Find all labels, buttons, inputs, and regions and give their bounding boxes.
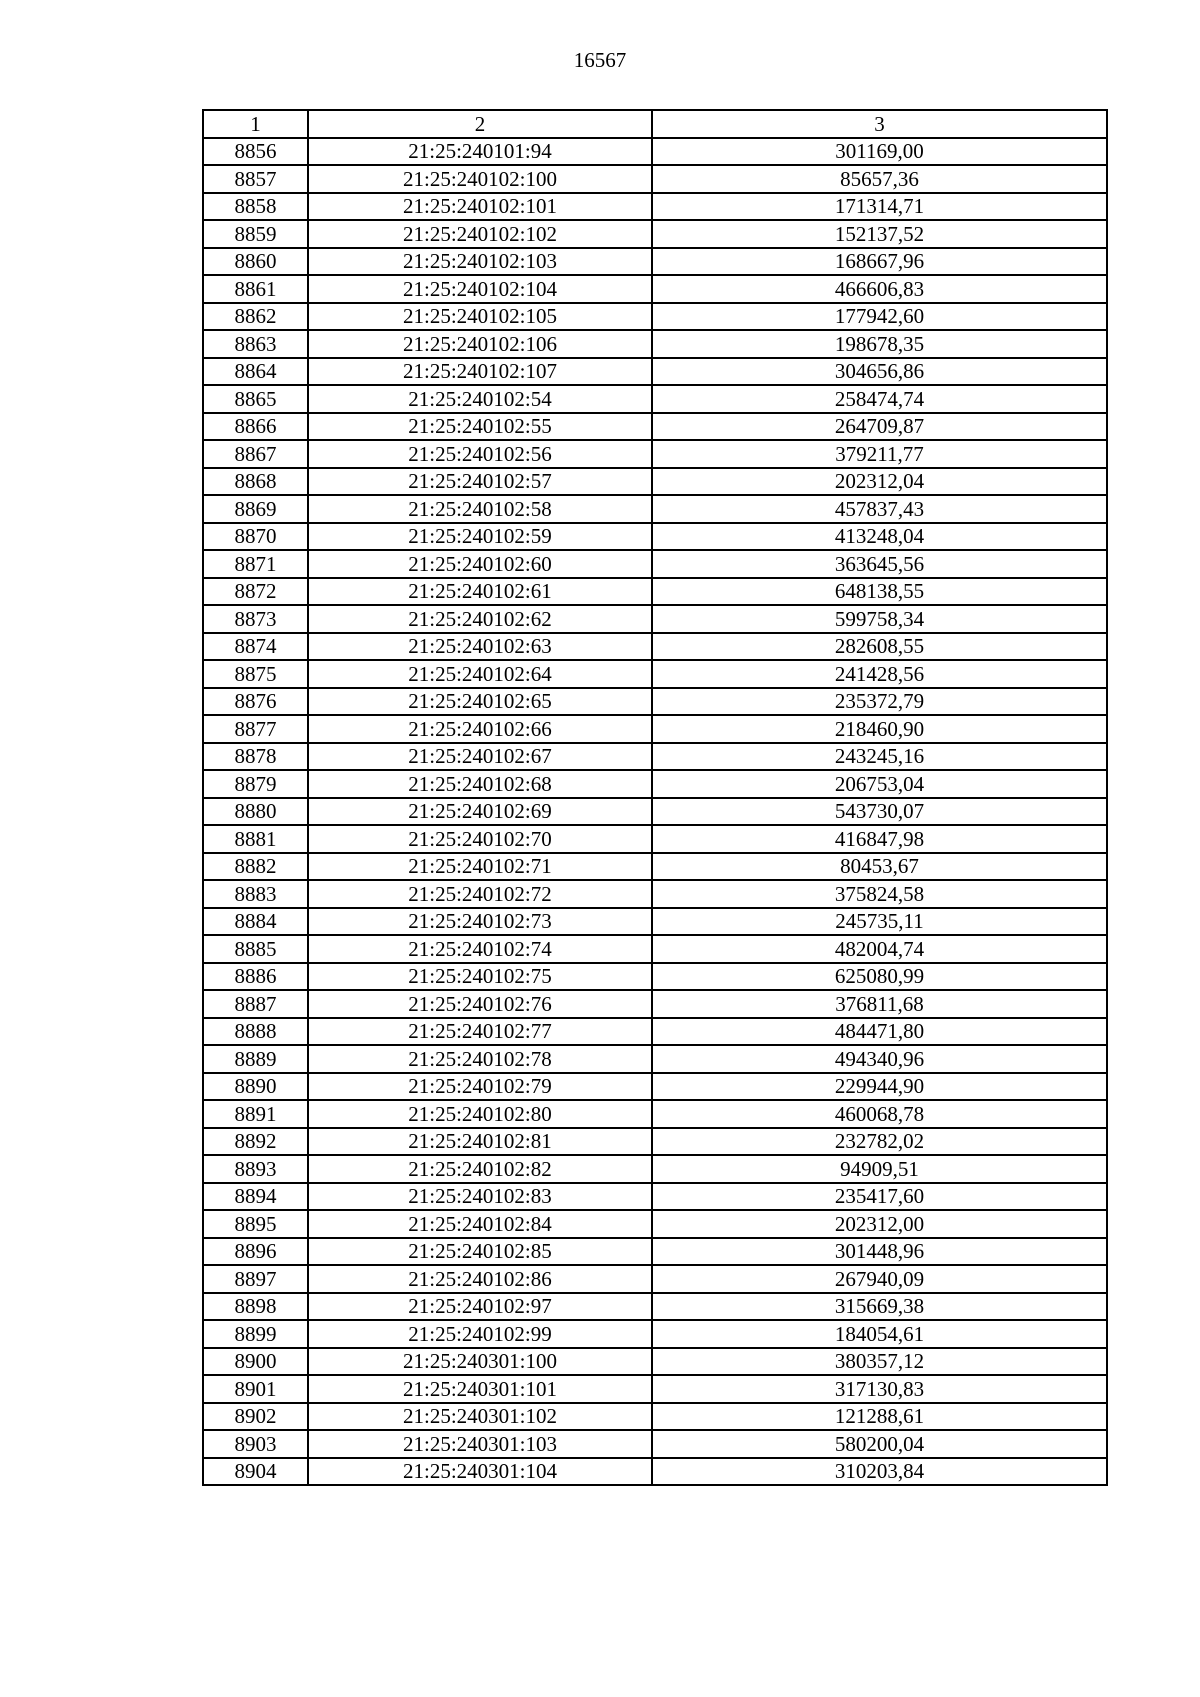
value-cell: 494340,96	[652, 1045, 1107, 1073]
row-number-cell: 8864	[203, 358, 308, 386]
table-row	[203, 358, 1107, 386]
row-number-cell: 8871	[203, 550, 308, 578]
row-number-cell: 8872	[203, 578, 308, 606]
cadastral-number-cell: 21:25:240301:101	[308, 1375, 652, 1403]
row-number-cell: 8860	[203, 248, 308, 276]
table-body	[203, 138, 1107, 1486]
table-row	[203, 963, 1107, 991]
value-cell: 625080,99	[652, 963, 1107, 991]
value-cell: 282608,55	[652, 633, 1107, 661]
row-number-cell: 8886	[203, 963, 308, 991]
table-row	[203, 605, 1107, 633]
table-row	[203, 798, 1107, 826]
table-row	[203, 1073, 1107, 1101]
row-number-cell: 8867	[203, 440, 308, 468]
value-cell: 177942,60	[652, 303, 1107, 331]
value-cell: 482004,74	[652, 935, 1107, 963]
table-row	[203, 1155, 1107, 1183]
table-row	[203, 165, 1107, 193]
table-row	[203, 440, 1107, 468]
value-cell: 171314,71	[652, 193, 1107, 221]
table-row	[203, 1128, 1107, 1156]
value-cell: 484471,80	[652, 1018, 1107, 1046]
value-cell: 599758,34	[652, 605, 1107, 633]
value-cell: 184054,61	[652, 1320, 1107, 1348]
value-cell: 466606,83	[652, 275, 1107, 303]
row-number-cell: 8890	[203, 1073, 308, 1101]
row-number-cell: 8882	[203, 853, 308, 881]
row-number-cell: 8885	[203, 935, 308, 963]
table-row	[203, 495, 1107, 523]
table-row	[203, 1293, 1107, 1321]
value-cell: 267940,09	[652, 1265, 1107, 1293]
row-number-cell: 8892	[203, 1128, 308, 1156]
value-cell: 152137,52	[652, 220, 1107, 248]
value-cell: 235372,79	[652, 688, 1107, 716]
table-row	[203, 1320, 1107, 1348]
cadastral-number-cell: 21:25:240102:104	[308, 275, 652, 303]
value-cell: 301448,96	[652, 1238, 1107, 1266]
row-number-cell: 8891	[203, 1100, 308, 1128]
cadastral-number-cell: 21:25:240102:101	[308, 193, 652, 221]
row-number-cell: 8876	[203, 688, 308, 716]
row-number-cell: 8903	[203, 1430, 308, 1458]
table-row	[203, 908, 1107, 936]
cadastral-number-cell: 21:25:240102:59	[308, 523, 652, 551]
row-number-cell: 8889	[203, 1045, 308, 1073]
cadastral-number-cell: 21:25:240101:94	[308, 138, 652, 166]
row-number-cell: 8861	[203, 275, 308, 303]
row-number-cell: 8859	[203, 220, 308, 248]
value-cell: 460068,78	[652, 1100, 1107, 1128]
value-cell: 580200,04	[652, 1430, 1107, 1458]
cadastral-number-cell: 21:25:240102:78	[308, 1045, 652, 1073]
cadastral-number-cell: 21:25:240102:62	[308, 605, 652, 633]
table-row	[203, 1265, 1107, 1293]
row-number-cell: 8865	[203, 385, 308, 413]
value-cell: 363645,56	[652, 550, 1107, 578]
value-cell: 168667,96	[652, 248, 1107, 276]
table-row	[203, 660, 1107, 688]
cadastral-number-cell: 21:25:240102:82	[308, 1155, 652, 1183]
table-row	[203, 523, 1107, 551]
value-cell: 648138,55	[652, 578, 1107, 606]
table-row	[203, 330, 1107, 358]
table-row	[203, 413, 1107, 441]
row-number-cell: 8896	[203, 1238, 308, 1266]
cadastral-number-cell: 21:25:240102:105	[308, 303, 652, 331]
cadastral-number-cell: 21:25:240301:103	[308, 1430, 652, 1458]
table-row	[203, 1458, 1107, 1486]
cadastral-number-cell: 21:25:240102:85	[308, 1238, 652, 1266]
row-number-cell: 8894	[203, 1183, 308, 1211]
value-cell: 301169,00	[652, 138, 1107, 166]
cadastral-number-cell: 21:25:240102:66	[308, 715, 652, 743]
value-cell: 376811,68	[652, 990, 1107, 1018]
table-row	[203, 770, 1107, 798]
cadastral-number-cell: 21:25:240102:74	[308, 935, 652, 963]
cadastral-number-cell: 21:25:240301:100	[308, 1348, 652, 1376]
row-number-cell: 8888	[203, 1018, 308, 1046]
row-number-cell: 8877	[203, 715, 308, 743]
value-cell: 218460,90	[652, 715, 1107, 743]
value-cell: 202312,00	[652, 1210, 1107, 1238]
row-number-cell: 8904	[203, 1458, 308, 1486]
table-row	[203, 1403, 1107, 1431]
row-number-cell: 8874	[203, 633, 308, 661]
cadastral-number-cell: 21:25:240102:54	[308, 385, 652, 413]
cadastral-number-cell: 21:25:240102:56	[308, 440, 652, 468]
cadastral-number-cell: 21:25:240102:75	[308, 963, 652, 991]
table-row	[203, 303, 1107, 331]
table-row	[203, 633, 1107, 661]
cadastral-number-cell: 21:25:240102:72	[308, 880, 652, 908]
value-cell: 198678,35	[652, 330, 1107, 358]
value-cell: 375824,58	[652, 880, 1107, 908]
row-number-cell: 8895	[203, 1210, 308, 1238]
table-row	[203, 468, 1107, 496]
row-number-cell: 8862	[203, 303, 308, 331]
table-row	[203, 275, 1107, 303]
cadastral-number-cell: 21:25:240102:107	[308, 358, 652, 386]
cadastral-number-cell: 21:25:240102:97	[308, 1293, 652, 1321]
table-row	[203, 688, 1107, 716]
value-cell: 241428,56	[652, 660, 1107, 688]
value-cell: 94909,51	[652, 1155, 1107, 1183]
cadastral-number-cell: 21:25:240102:103	[308, 248, 652, 276]
cadastral-number-cell: 21:25:240102:65	[308, 688, 652, 716]
column-header-2: 2	[308, 110, 652, 138]
value-cell: 202312,04	[652, 468, 1107, 496]
table-row	[203, 1430, 1107, 1458]
cadastral-number-cell: 21:25:240102:60	[308, 550, 652, 578]
cadastral-number-cell: 21:25:240102:55	[308, 413, 652, 441]
page-number: 16567	[573, 48, 627, 72]
value-cell: 416847,98	[652, 825, 1107, 853]
table-row	[203, 880, 1107, 908]
cadastral-number-cell: 21:25:240102:76	[308, 990, 652, 1018]
row-number-cell: 8870	[203, 523, 308, 551]
value-cell: 85657,36	[652, 165, 1107, 193]
cadastral-number-cell: 21:25:240102:106	[308, 330, 652, 358]
row-number-cell: 8893	[203, 1155, 308, 1183]
value-cell: 235417,60	[652, 1183, 1107, 1211]
table-row	[203, 825, 1107, 853]
cadastral-number-cell: 21:25:240102:61	[308, 578, 652, 606]
row-number-cell: 8879	[203, 770, 308, 798]
row-number-cell: 8858	[203, 193, 308, 221]
cadastral-number-cell: 21:25:240102:67	[308, 743, 652, 771]
cadastral-number-cell: 21:25:240301:104	[308, 1458, 652, 1486]
cadastral-number-cell: 21:25:240102:63	[308, 633, 652, 661]
cadastral-number-cell: 21:25:240102:71	[308, 853, 652, 881]
table-row	[203, 1238, 1107, 1266]
row-number-cell: 8883	[203, 880, 308, 908]
row-number-cell: 8900	[203, 1348, 308, 1376]
value-cell: 258474,74	[652, 385, 1107, 413]
value-cell: 243245,16	[652, 743, 1107, 771]
value-cell: 317130,83	[652, 1375, 1107, 1403]
row-number-cell: 8880	[203, 798, 308, 826]
value-cell: 457837,43	[652, 495, 1107, 523]
row-number-cell: 8899	[203, 1320, 308, 1348]
table-row	[203, 1210, 1107, 1238]
row-number-cell: 8868	[203, 468, 308, 496]
row-number-cell: 8887	[203, 990, 308, 1018]
row-number-cell: 8866	[203, 413, 308, 441]
row-number-cell: 8857	[203, 165, 308, 193]
cadastral-number-cell: 21:25:240102:57	[308, 468, 652, 496]
cadastral-number-cell: 21:25:240102:99	[308, 1320, 652, 1348]
value-cell: 543730,07	[652, 798, 1107, 826]
value-cell: 229944,90	[652, 1073, 1107, 1101]
row-number-cell: 8875	[203, 660, 308, 688]
cadastral-number-cell: 21:25:240102:79	[308, 1073, 652, 1101]
value-cell: 380357,12	[652, 1348, 1107, 1376]
table-row	[203, 743, 1107, 771]
value-cell: 245735,11	[652, 908, 1107, 936]
row-number-cell: 8897	[203, 1265, 308, 1293]
cadastral-number-cell: 21:25:240102:81	[308, 1128, 652, 1156]
row-number-cell: 8863	[203, 330, 308, 358]
row-number-cell: 8901	[203, 1375, 308, 1403]
row-number-cell: 8869	[203, 495, 308, 523]
cadastral-number-cell: 21:25:240102:80	[308, 1100, 652, 1128]
value-cell: 304656,86	[652, 358, 1107, 386]
header-row	[203, 110, 1107, 138]
cadastral-number-cell: 21:25:240102:69	[308, 798, 652, 826]
cadastral-number-cell: 21:25:240102:77	[308, 1018, 652, 1046]
value-cell: 379211,77	[652, 440, 1107, 468]
table-row	[203, 220, 1107, 248]
value-cell: 310203,84	[652, 1458, 1107, 1486]
cadastral-number-cell: 21:25:240102:73	[308, 908, 652, 936]
cadastral-number-cell: 21:25:240102:100	[308, 165, 652, 193]
table-row	[203, 1100, 1107, 1128]
value-cell: 315669,38	[652, 1293, 1107, 1321]
row-number-cell: 8884	[203, 908, 308, 936]
table-row	[203, 248, 1107, 276]
cadastral-number-cell: 21:25:240102:70	[308, 825, 652, 853]
table-header	[203, 110, 1107, 138]
table-row	[203, 853, 1107, 881]
row-number-cell: 8881	[203, 825, 308, 853]
table-row	[203, 550, 1107, 578]
table-row	[203, 385, 1107, 413]
table-row	[203, 990, 1107, 1018]
registry-table	[202, 109, 1108, 1486]
row-number-cell: 8873	[203, 605, 308, 633]
value-cell: 413248,04	[652, 523, 1107, 551]
value-cell: 206753,04	[652, 770, 1107, 798]
cadastral-number-cell: 21:25:240102:64	[308, 660, 652, 688]
table-row	[203, 138, 1107, 166]
cadastral-number-cell: 21:25:240102:83	[308, 1183, 652, 1211]
table-row	[203, 1045, 1107, 1073]
table-row	[203, 715, 1107, 743]
value-cell: 80453,67	[652, 853, 1107, 881]
cadastral-number-cell: 21:25:240102:102	[308, 220, 652, 248]
cadastral-number-cell: 21:25:240301:102	[308, 1403, 652, 1431]
row-number-cell: 8856	[203, 138, 308, 166]
value-cell: 232782,02	[652, 1128, 1107, 1156]
row-number-cell: 8902	[203, 1403, 308, 1431]
cadastral-number-cell: 21:25:240102:86	[308, 1265, 652, 1293]
table-row	[203, 935, 1107, 963]
table-row	[203, 578, 1107, 606]
cadastral-number-cell: 21:25:240102:58	[308, 495, 652, 523]
table-row	[203, 1183, 1107, 1211]
cadastral-number-cell: 21:25:240102:68	[308, 770, 652, 798]
table-row	[203, 1018, 1107, 1046]
table-row	[203, 1348, 1107, 1376]
table-row	[203, 1375, 1107, 1403]
value-cell: 121288,61	[652, 1403, 1107, 1431]
column-header-1: 1	[203, 110, 308, 138]
cadastral-number-cell: 21:25:240102:84	[308, 1210, 652, 1238]
table-row	[203, 193, 1107, 221]
row-number-cell: 8878	[203, 743, 308, 771]
value-cell: 264709,87	[652, 413, 1107, 441]
row-number-cell: 8898	[203, 1293, 308, 1321]
column-header-3: 3	[652, 110, 1107, 138]
